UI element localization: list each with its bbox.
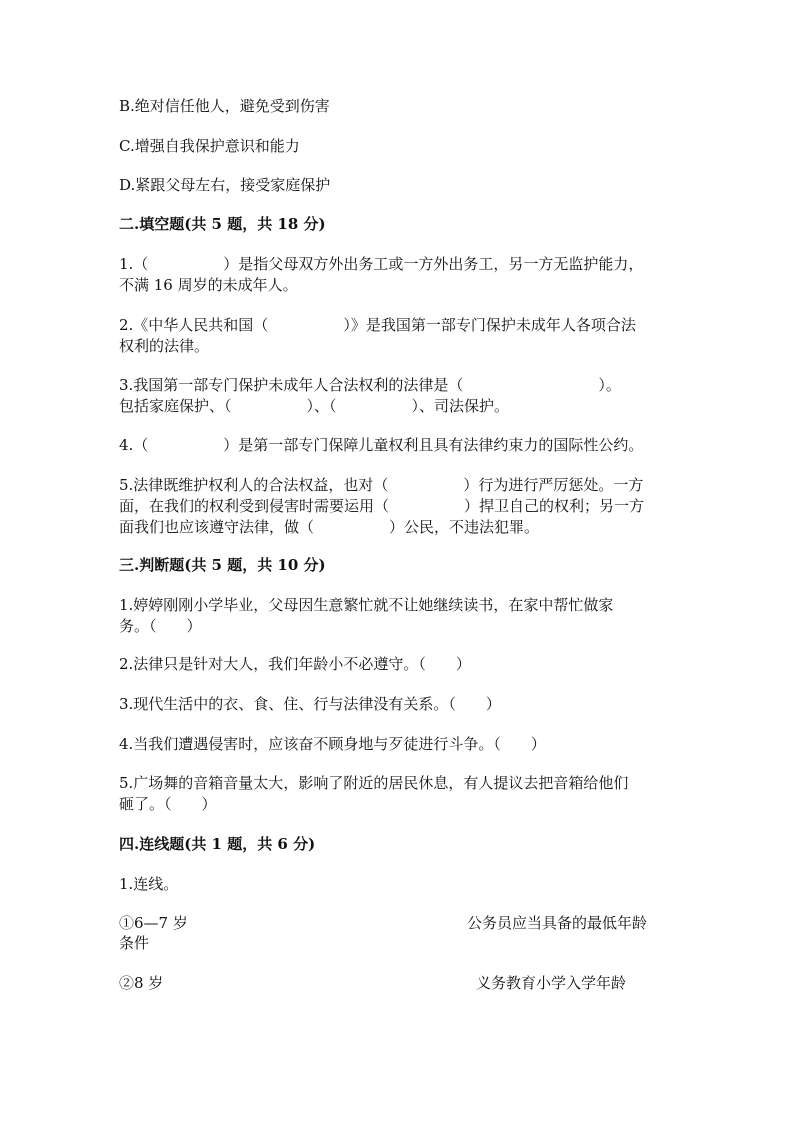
fill-q3-line1: 3.我国第一部专门保护未成年人合法权利的法律是（ ）。 bbox=[119, 376, 621, 394]
fill-q4-line1: 4.（ ）是第一部专门保障儿童权利且具有法律约束力的国际性公约。 bbox=[119, 436, 644, 454]
fill-question-4 bbox=[119, 435, 679, 456]
option-c: C.增强自我保护意识和能力 bbox=[119, 137, 300, 155]
judge-q5-line1: 5.广场舞的音箱音量太大，影响了附近的居民休息，有人提议去把音箱给他们 bbox=[119, 774, 629, 792]
fill-q5-line1: 5.法律既维护权利人的合法权益，也对（ ）行为进行严厉惩处。一方 bbox=[119, 476, 644, 494]
judge-q2-line1: 2.法律只是针对大人，我们年龄小不必遵守。（ ） bbox=[119, 655, 471, 673]
judge-q1-line2: 务。（ ） bbox=[119, 617, 202, 635]
judge-q3-line1: 3.现代生活中的衣、食、住、行与法律没有关系。（ ） bbox=[119, 695, 501, 713]
fill-question-2 bbox=[119, 315, 679, 357]
match-left-2: ②8 岁 bbox=[119, 974, 164, 992]
judge-question-4 bbox=[119, 734, 679, 755]
fill-q1-line2: 不满 16 周岁的未成年人。 bbox=[119, 276, 298, 294]
judge-q4-line1: 4.当我们遭遇侵害时，应该奋不顾身地与歹徒进行斗争。（ ） bbox=[119, 735, 546, 753]
match-right-2: 义务教育小学入学年龄 bbox=[476, 974, 627, 992]
section-heading-matching: 四.连线题(共 1 题，共 6 分) bbox=[119, 835, 316, 853]
judge-question-3 bbox=[119, 694, 679, 715]
fill-q5-line2: 面，在我们的权利受到侵害时需要运用（ ）捍卫自己的权利；另一方 bbox=[119, 497, 645, 515]
match-right-1-cont: 条件 bbox=[119, 934, 150, 952]
option-b: B.绝对信任他人，避免受到伤害 bbox=[119, 97, 330, 115]
judge-q1-line1: 1.婷婷刚刚小学毕业，父母因生意繁忙就不让她继续读书，在家中帮忙做家 bbox=[119, 596, 614, 614]
judge-question-1 bbox=[119, 595, 679, 637]
matching-question-1: 1.连线。 bbox=[119, 875, 179, 893]
match-left-1: ①6—7 岁 bbox=[119, 914, 188, 932]
judge-question-2 bbox=[119, 654, 679, 675]
section-heading-fill-blank: 二.填空题(共 5 题，共 18 分) bbox=[119, 215, 326, 233]
fill-q3-line2: 包括家庭保护、（ ）、（ ）、司法保护。 bbox=[119, 397, 510, 415]
judge-q5-line2: 砸了。（ ） bbox=[119, 795, 217, 813]
option-d: D.紧跟父母左右，接受家庭保护 bbox=[119, 176, 331, 194]
judge-question-5 bbox=[119, 773, 679, 815]
fill-q2-line1: 2.《中华人民共和国（ ）》是我国第一部专门保护未成年人各项合法 bbox=[119, 316, 636, 334]
match-right-1: 公务员应当具备的最低年龄 bbox=[467, 914, 648, 932]
fill-q2-line2: 权利的法律。 bbox=[119, 337, 210, 355]
fill-q5-line3: 面我们也应该遵守法律，做（ ）公民，不违法犯罪。 bbox=[119, 518, 540, 536]
fill-question-5 bbox=[119, 475, 679, 538]
fill-question-3 bbox=[119, 375, 679, 417]
fill-q1-line1: 1.（ ）是指父母双方外出务工或一方外出务工，另一方无监护能力， bbox=[119, 255, 644, 273]
fill-question-1 bbox=[119, 254, 679, 296]
section-heading-judgement: 三.判断题(共 5 题，共 10 分) bbox=[119, 556, 326, 574]
